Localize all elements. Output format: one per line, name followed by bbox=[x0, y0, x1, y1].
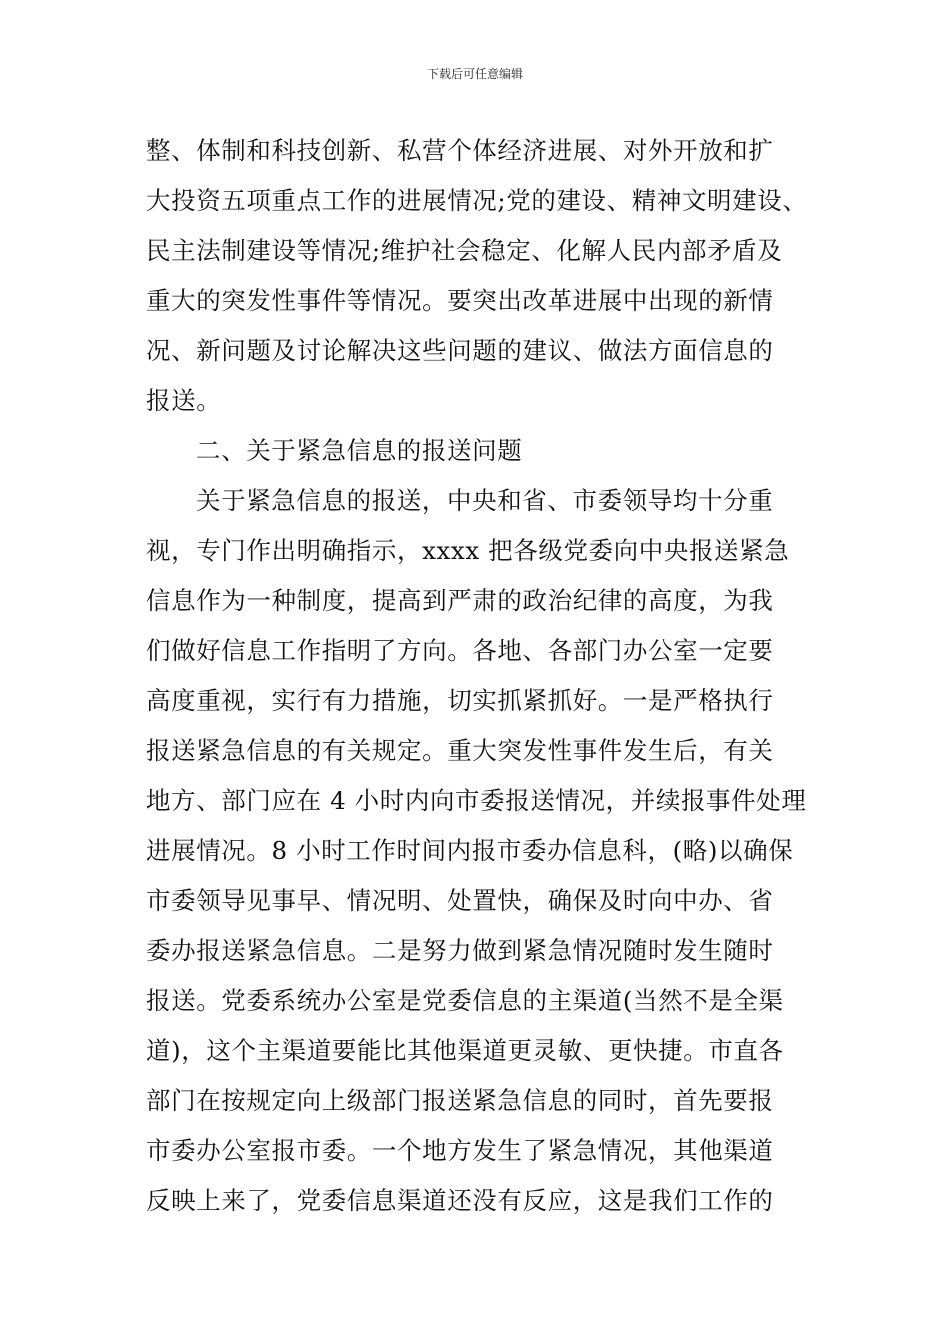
text-line: 高度重视，实行有力措施，切实抓紧抓好。一是严格执行 bbox=[146, 686, 774, 715]
text-line: 地方、部门应在 4 小时内向市委报送情况，并续报事件处理 bbox=[146, 786, 807, 815]
text-line: 报送。党委系统办公室是党委信息的主渠道(当然不是全渠 bbox=[146, 986, 784, 1015]
text-line: 们做好信息工作指明了方向。各地、各部门办公室一定要 bbox=[146, 636, 774, 665]
paragraph-start-line: 关于紧急信息的报送，中央和省、市委领导均十分重 bbox=[196, 486, 774, 515]
text-line: 市委办公室报市委。一个地方发生了紧急情况，其他渠道 bbox=[146, 1136, 774, 1165]
text-line: 道)，这个主渠道要能比其他渠道更灵敏、更快捷。市直各 bbox=[146, 1036, 784, 1065]
section-heading: 二、关于紧急信息的报送问题 bbox=[196, 436, 523, 465]
text-line: 视，专门作出明确指示，xxxx 把各级党委向中央报送紧急 bbox=[146, 536, 790, 565]
text-line: 反映上来了，党委信息渠道还没有反应，这是我们工作的 bbox=[146, 1186, 774, 1215]
text-line: 市委领导见事早、情况明、处置快，确保及时向中办、省 bbox=[146, 886, 774, 915]
text-line: 重大的突发性事件等情况。要突出改革进展中出现的新情 bbox=[146, 286, 774, 315]
text-line: 民主法制建设等情况;维护社会稳定、化解人民内部矛盾及 bbox=[146, 236, 783, 265]
text-line: 部门在按规定向上级部门报送紧急信息的同时，首先要报 bbox=[146, 1086, 774, 1115]
text-line: 委办报送紧急信息。二是努力做到紧急情况随时发生随时 bbox=[146, 936, 774, 965]
text-line: 进展情况。8 小时工作时间内报市委办信息科，(略)以确保 bbox=[146, 836, 794, 865]
text-line: 信息作为一种制度，提高到严肃的政治纪律的高度，为我 bbox=[146, 586, 774, 615]
text-line: 整、体制和科技创新、私营个体经济进展、对外开放和扩 bbox=[146, 136, 774, 165]
text-line: 报送紧急信息的有关规定。重大突发性事件发生后，有关 bbox=[146, 736, 774, 765]
text-line: 大投资五项重点工作的进展情况;党的建设、精神文明建设、 bbox=[146, 186, 808, 215]
document-body bbox=[146, 126, 816, 1226]
text-line: 报送。 bbox=[146, 386, 222, 415]
text-line: 况、新问题及讨论解决这些问题的建议、做法方面信息的 bbox=[146, 336, 774, 365]
page-header: 下载后可任意编辑 bbox=[426, 67, 523, 81]
